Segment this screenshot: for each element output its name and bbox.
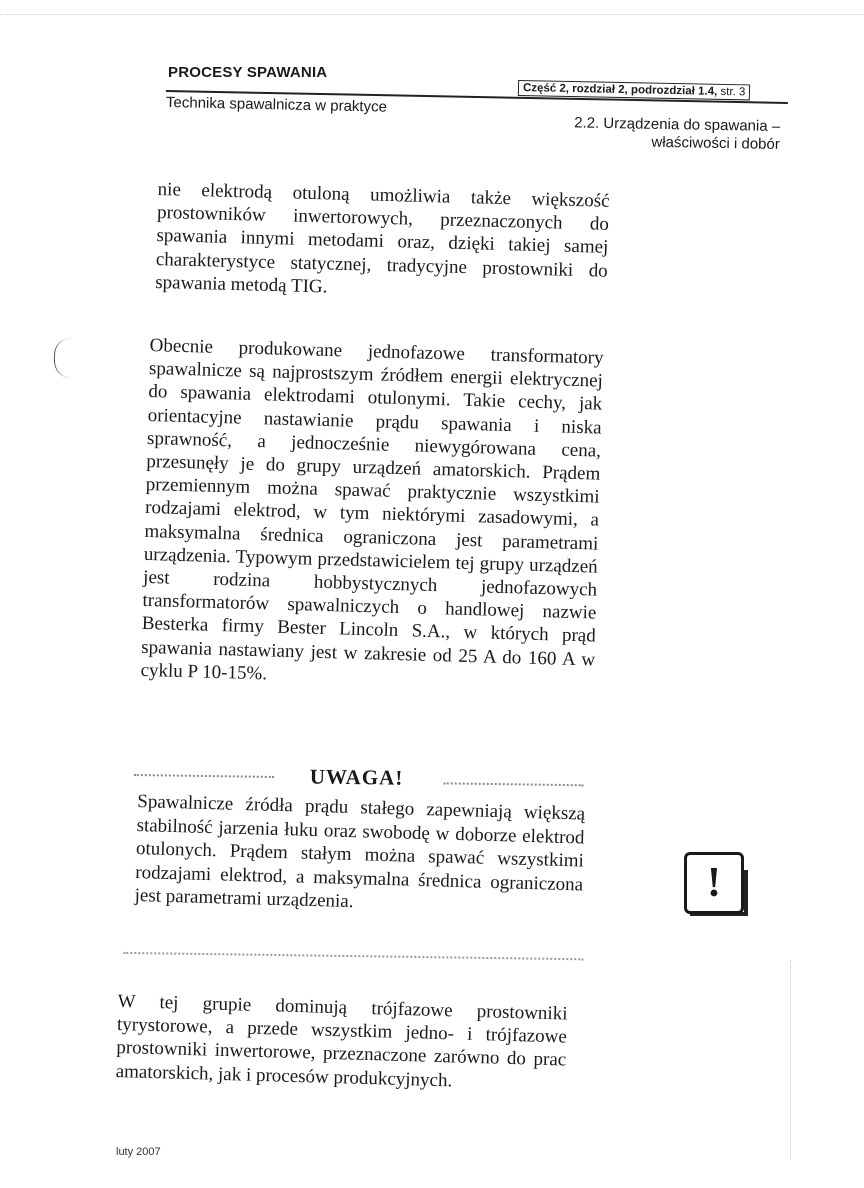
section-heading-line1: 2.2. Urządzenia do spawania – [574, 114, 781, 136]
notice-text: Spawalnicze źródła prądu stałego zapewniają większą stabilność jarzenia łuku oraz swobodę w doborze elektrod otulonych. Prądem stałym można spawać wszystkimi rodzajami elektrod, a maksymalna średnica ograniczona jest parametrami urządzenia. [134, 791, 586, 913]
header-title: PROCESY SPAWANIA [168, 64, 328, 81]
notice-rule-right [444, 782, 584, 786]
chapter-reference: Część 2, rozdział 2, podrozdział 1.4, [522, 82, 718, 98]
footer-date: luty 2007 [116, 1146, 161, 1158]
exclamation-icon: ! [684, 852, 744, 914]
warning-icon-shadow [744, 870, 748, 912]
notice-rule-bottom [123, 952, 583, 960]
section-heading [574, 114, 781, 154]
page-reference: str. 3 [720, 85, 746, 99]
margin-mark [54, 338, 71, 378]
header-subtitle: Technika spawalnicza w praktyce [165, 94, 388, 116]
scan-edge-right [790, 960, 791, 1160]
section-heading-line2: właściwości i dobór [651, 133, 780, 153]
paragraph-continuation: nie elektrodą otuloną umożliwia także większość prostowników inwertorowych, przeznaczonych do spawania innymi metodami oraz, dzięki takiej samej charakterystyce statycznej, tradycyjne prostowniki do spawania metodą TIG. [154, 178, 610, 298]
warning-notice [131, 762, 586, 968]
paragraph-transformers: Obecnie produkowane jednofazowe transformatory spawalnicze są najprostszym źródłem energii elektrycznej do spawania elektrodami otulonymi. Takie cechy, jak orientacyjne nastawianie prądu spawania i niska sprawność, a jednocześnie niewygórowana cena, przesunęły je do grupy urządzeń amatorskich. Prądem przemiennym można spawać praktycznie wszystkimi rodzajami elektrod, w tym niektórymi zasadowymi, a maksymalna średnica ograniczona jest parametrami urządzenia. Typowym przedstawicielem tej grupy urządzeń jest rodzina hobbystycznych jednofazowych transformatorów spawalniczych o handlowej nazwie Besterka firmy Bester Lincoln S.A., w których prąd spawania nastawiany jest w zakresie od 25 A do 160 A w cyklu P 10-15%. [140, 334, 604, 685]
scan-edge [0, 0, 864, 15]
notice-rule-left [134, 774, 274, 778]
notice-title: UWAGA! [309, 764, 404, 790]
paragraph-rectifiers: W tej grupie dominują trójfazowe prostowniki tyrystorowe, a przede wszystkim jedno- i trójfazowe prostowniki inwertorowe, przeznaczone zarówno do prac amatorskich, jak i procesów produkcyjnych. [115, 990, 568, 1091]
